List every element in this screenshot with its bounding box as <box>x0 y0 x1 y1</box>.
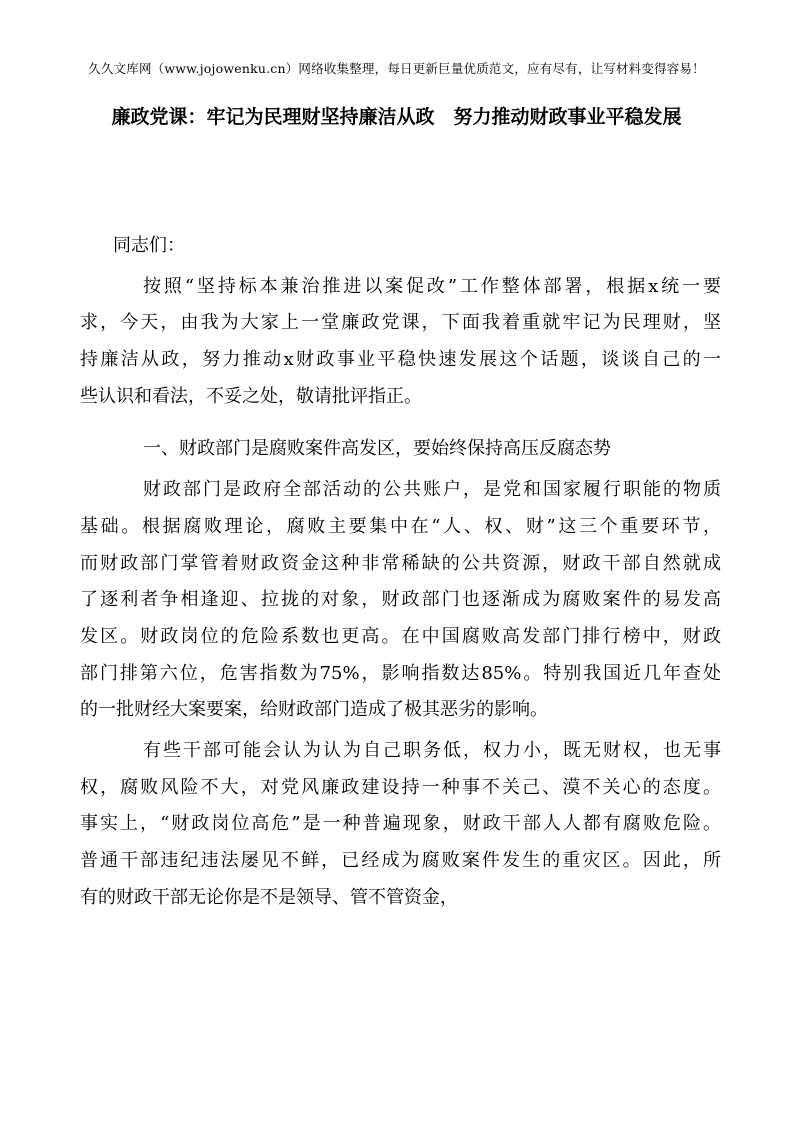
text-line: 有的财政干部无论你是不是领导、管不管资金， <box>80 886 458 908</box>
text-line: 事实上，“财政岗位高危”是一种普遍现象，财政干部人人都有腐败危险。 <box>80 813 721 835</box>
body-paragraph <box>80 472 721 729</box>
site-header-banner: 久久文库网（www.jojowenku.cn）网络收集整理，每日更新巨量优质范文，应有尽有，让写材料变得容易！ <box>88 61 705 76</box>
text-line: 有些干部可能会认为认为自己职务低，权力小，既无财权，也无事 <box>143 739 721 761</box>
body-paragraph <box>80 733 721 916</box>
section-heading <box>80 431 721 468</box>
text-line: 的一批财经大案要案，给财政部门造成了极其恶劣的影响。 <box>80 699 548 721</box>
greeting-line: 同志们： <box>113 235 185 256</box>
text-line: 权，腐败风险不大，对党风廉政建设持一种事不关己、漠不关心的态度。 <box>80 776 721 798</box>
text-line: 发区。财政岗位的危险系数也更高。在中国腐败高发部门排行榜中，财政 <box>80 625 721 647</box>
document-title: 廉政党课：牢记为民理财坚持廉洁从政 努力推动财政事业平稳发展 <box>111 106 682 128</box>
text-line: 求，今天，由我为大家上一堂廉政党课，下面我着重就牢记为民理财，坚 <box>80 312 721 334</box>
text-line: 基础。根据腐败理论，腐败主要集中在“人、权、财”这三个重要环节， <box>80 515 721 537</box>
text-line: 了逐利者争相逢迎、拉拢的对象，财政部门也逐渐成为腐败案件的易发高 <box>80 589 721 611</box>
text-line: 持廉洁从政，努力推动x财政事业平稳快速发展这个话题，谈谈自己的一 <box>80 349 721 371</box>
text-line: 普通干部违纪违法屡见不鲜，已经成为腐败案件发生的重灾区。因此，所 <box>80 850 721 871</box>
text-line: 些认识和看法，不妥之处，敬请批评指正。 <box>80 385 422 407</box>
intro-paragraph <box>80 269 721 416</box>
text-line: 按照“坚持标本兼治推进以案促改”工作整体部署，根据x统一要 <box>143 275 721 297</box>
document-body <box>80 228 721 916</box>
text-line: 部门排第六位，危害指数为75%，影响指数达85%。特别我国近几年查处 <box>80 662 721 684</box>
text-line: 而财政部门掌管着财政资金这种非常稀缺的公共资源，财政干部自然就成 <box>80 552 721 574</box>
text-line: 一、财政部门是腐败案件高发区，要始终保持高压反腐态势 <box>143 438 611 460</box>
text-line: 财政部门是政府全部活动的公共账户，是党和国家履行职能的物质 <box>143 479 721 501</box>
greeting <box>80 228 721 265</box>
